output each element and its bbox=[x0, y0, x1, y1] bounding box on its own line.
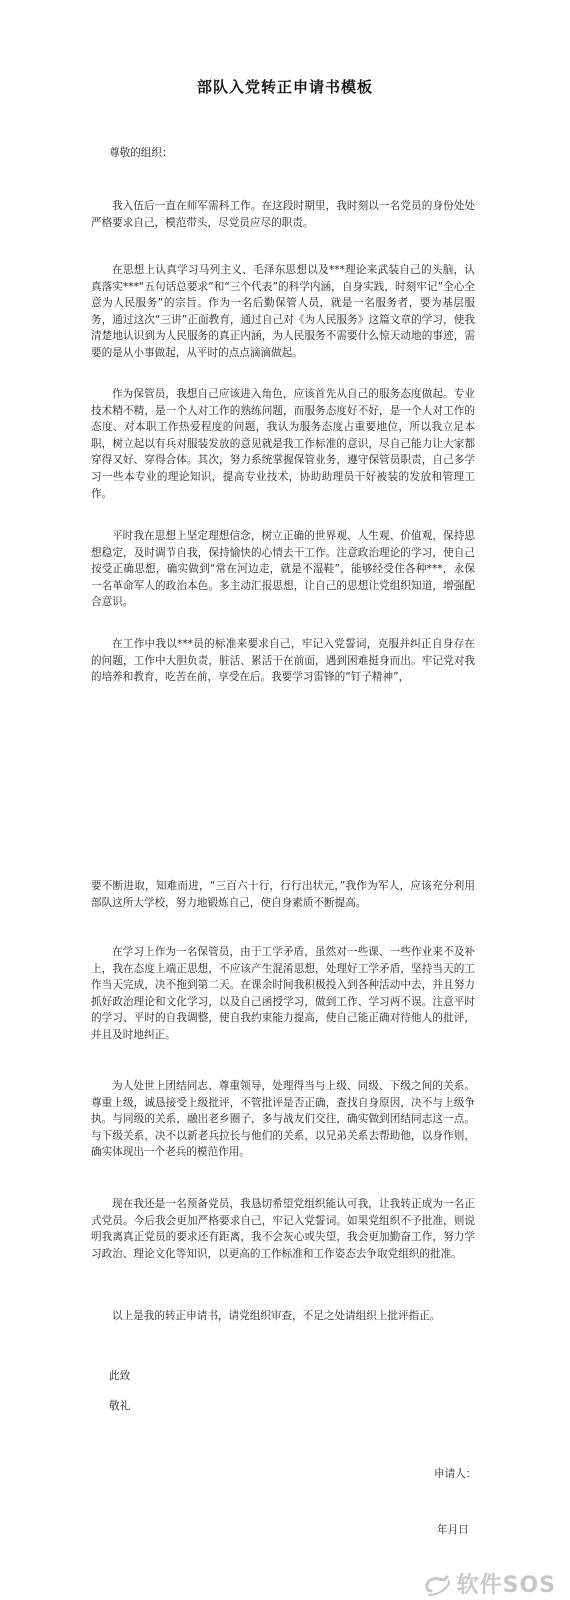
paragraph-10: 以上是我的转正申请书，请党组织审查，不足之处请组织上批评指正。 bbox=[112, 1310, 441, 1322]
paragraph-3: 作为保管员，我想自己应该进入角色，应该首先从自己的服务态度做起。专业技术精不精，是一个人对工作的熟练问题，而服务态度好不好，是一个人对工作的态度、对本职工作热爱程度的问题，我认为服务态度占重要地位，所以我立足本职，树立起以有兵对服装发放的意见就是我工作标准的意识，尽自己能力让大家都穿得又好、穿得合体。其次，努力系统掌握保管业务，遵守保管员职责，自己多学习一些本专业的理论知识，提高专业技术，协助助理员干好被装的发放和管理工作。 bbox=[91, 388, 475, 500]
closing-ci-zhi: 此致 bbox=[109, 1370, 131, 1382]
closing-jing-li: 敬礼 bbox=[109, 1400, 131, 1412]
document-title: 部队入党转正申请书模板 bbox=[196, 78, 373, 96]
paragraph-2: 在思想上认真学习马列主义、毛泽东思想以及***理论来武装自己的头脑，认真落实***“五句话总要求”和“三个代表”的科学内涵，自身实践，时刻牢记”全心全意为人民服务”的宗旨。作为一名后勤保管人员，就是一名服务者，要为基层服务，通过这次“三讲”正面教育，通过自己对《为人民服务》这篇文章的学习，使我清楚地认识到为人民服务的真正内涵，为人民服务不需要什么惊天动地的事迹，需要的是从小事做起，从平时的点点滴滴做起。 bbox=[91, 264, 475, 359]
paragraph-9: 现在我还是一名预备党员，我恳切希望党组织能认可我，让我转正成为一名正式党员。今后我会更加严格要求自己，牢记入党誓词。如果党组织不予批准，则说明我离真正党员的要求还有距离，我不会灰心或失望，我会更加勤奋工作，努力学习政治、理论文化等知识，以更高的工作标准和工作姿态去争取党组织的批准。 bbox=[91, 1198, 475, 1260]
salutation: 尊敬的组织： bbox=[109, 147, 173, 159]
paragraph-4: 平时我在思想上坚定理想信念，树立正确的世界观、人生观、价值观，保持思想稳定，及时调节自我，保持愉快的心情去干工作。注意政治理论的学习，使自己按受正确思想，确实做到“常在河边走，就是不湿鞋”，能够经受住各种***，永保一名革命军人的政治本色。多主动汇报思想，让自己的思想让党组织知道，增强配合意识。 bbox=[91, 530, 475, 609]
sos-logo-icon bbox=[423, 1571, 453, 1597]
paragraph-5: 在工作中我以***员的标准来要求自己，牢记入党誓词，克服并纠正自身存在的问题，工作中大胆负责，脏活、累活干在前面，遇到困难挺身而出。牢记党对我的培养和教育，吃苦在前，享受在后。我要学习雷锋的“钉子精神”， bbox=[91, 638, 475, 684]
paragraph-8: 为人处世上团结同志、尊重领导，处理得当与上级、同级、下级之间的关系。尊重上级，诚恳接受上级批评，不管批评是否正确，查找自身原因，决不与上级争执。与同级的关系，融出老乡圈子，多与战友们交往，确实做到团结同志这一点。与下级关系，决不以新老兵拉长与他们的关系，以兄弟关系去帮助他，以身作则，确实体现出一个老兵的模范作用。 bbox=[91, 1080, 475, 1159]
paragraph-7: 在学习上作为一名保管员，由于工学矛盾，虽然对一些课、一些作业来不及补上，我在态度上端正思想，不应该产生混淆思想，处理好工学矛盾，坚持当天的工作当天完成，决不拖到第二天。在课余时间我积极投入到各种活动中去，并且努力抓好政治理论和文化学习，以及自己函授学习，做到工作、学习两不误。注意平时的学习、平时的自我调整，使自我约束能力提高，使自己能正确对待他人的批评，并且及时地纠正。 bbox=[91, 946, 475, 1041]
watermark-text: 软件SOS bbox=[456, 1573, 556, 1598]
paragraph-6: 要不断进取，知难而进，“三百六十行，行行出状元，”我作为军人，应该充分利用部队这所大学校，努力地锻炼自己，使自身素质不断提高。 bbox=[91, 880, 475, 909]
date-label: 年月日 bbox=[437, 1524, 469, 1536]
applicant-label: 申请人： bbox=[434, 1468, 477, 1480]
paragraph-1: 我入伍后一直在师军需科工作。在这段时期里，我时刻以一名党员的身份处处严格要求自己，模范带头，尽党员应尽的职责。 bbox=[91, 200, 475, 229]
watermark bbox=[423, 1568, 556, 1599]
